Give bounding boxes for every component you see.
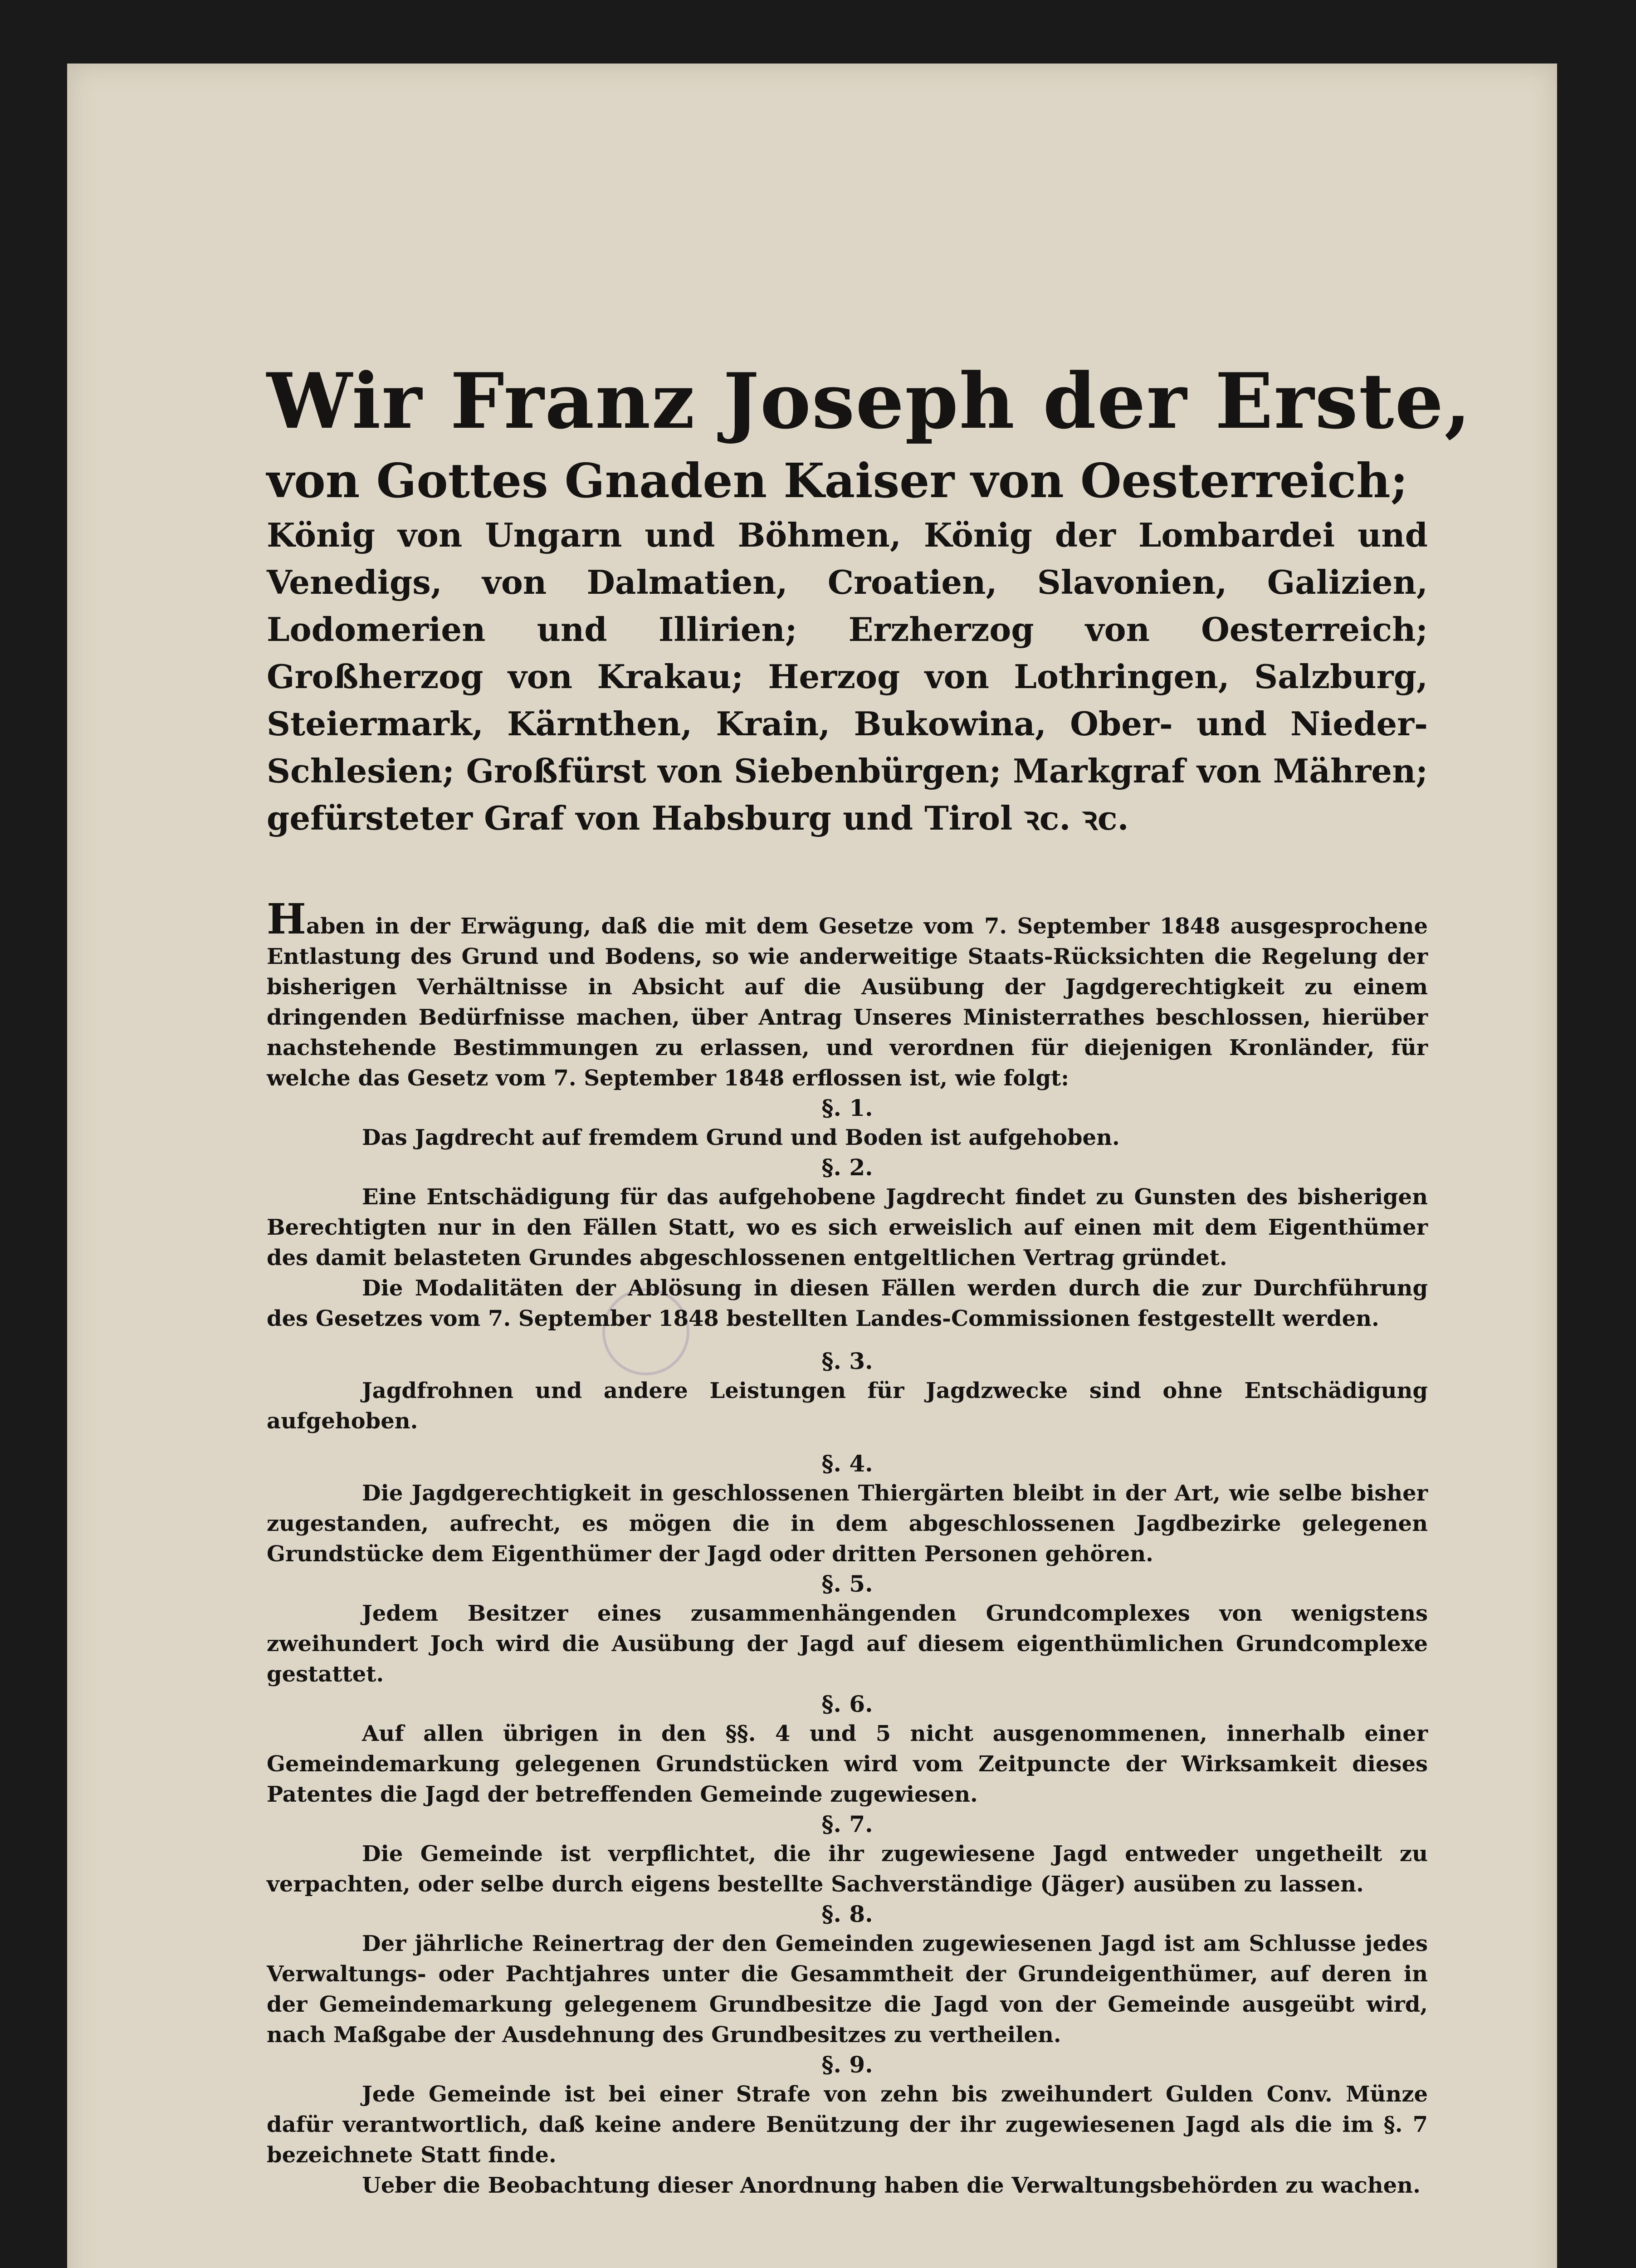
document-body	[267, 272, 1472, 2201]
section-heading: §. 6.	[821, 1691, 873, 1717]
document-page	[67, 64, 1557, 2268]
section-paragraph: Eine Entschädigung für das aufgehobene Jagdrecht findet zu Gunsten des bisherigen Berechtigten nur in den Fällen Statt, wo es sich erweislich auf einen mit dem Eigenthümer des damit belasteten Grundes abgeschlossenen entgeltlichen Vertrag gründet.	[267, 1184, 1428, 1271]
section-paragraph: Jede Gemeinde ist bei einer Strafe von zehn bis zweihundert Gulden Conv. Münze dafür verantwortlich, daß keine andere Benützung der ihr zugewiesenen Jagd als die im §. 7 bezeichnete Statt finde.	[267, 2082, 1428, 2168]
preamble-text: aben in der Erwägung, daß die mit dem Gesetze vom 7. September 1848 ausgesprochene Entlastung des Grund und Bodens, so wie anderweitige Staats-Rücksichten die Regelung der bisherigen Verhältnisse in Absicht auf die Ausübung der Jagdgerechtigkeit zu einem dringenden Bedürfnisse machen, über Antrag Unseres Ministerrathes beschlossen, hierüber nachstehende Bestimmungen zu erlassen, und verordnen für diejenigen Kronländer, für welche das Gesetz vom 7. September 1848 erflossen ist, wie folgt:	[267, 914, 1428, 1091]
section-5	[267, 1569, 1428, 1690]
section-paragraph: Die Jagdgerechtigkeit in geschlossenen Thiergärten bleibt in der Art, wie selbe bisher zugestanden, aufrecht, es mögen die in dem abgeschlossenen Jagdbezirke gelegenen Grundstücke dem Eigenthümer der Jagd oder dritten Personen gehören.	[267, 1481, 1428, 1567]
section-4	[267, 1449, 1428, 1569]
section-heading: §. 9.	[821, 2051, 873, 2078]
section-heading: §. 8.	[821, 1901, 873, 1927]
section-paragraph: Jagdfrohnen und andere Leistungen für Jagdzwecke sind ohne Entschädigung aufgehoben.	[267, 1378, 1428, 1434]
section-heading: §. 3.	[821, 1348, 873, 1374]
section-2	[267, 1153, 1428, 1334]
section-heading: §. 1.	[821, 1095, 873, 1121]
royal-titles: König von Ungarn und Böhmen, König der Lombardei und Venedigs, von Dalmatien, Croatien, Slavonien, Galizien, Lodomerien und Illirien; Erzherzog von Oesterreich; Großherzog von Krakau; Herzog von Lothringen, Salzburg, Steiermark, Kärnthen, Krain, Bukowina, Ober- und Nieder-Schlesien; Großfürst von Siebenbürgen; Markgraf von Mähren; gefürsteter Graf von Habsburg und Tirol ꝛc. ꝛc.	[267, 516, 1428, 837]
section-7	[267, 1810, 1428, 1900]
section-1	[267, 1094, 1428, 1153]
section-paragraph: Die Gemeinde ist verpflichtet, die ihr zugewiesene Jagd entweder ungetheilt zu verpachten, oder selbe durch eigens bestellte Sachverständige (Jäger) ausüben zu lassen.	[267, 1841, 1428, 1897]
preamble-initial: H	[267, 894, 306, 943]
section-paragraph: Ueber die Beobachtung dieser Anordnung haben die Verwaltungsbehörden zu wachen.	[362, 2173, 1421, 2198]
section-heading: §. 2.	[821, 1154, 873, 1181]
section-heading: §. 4.	[821, 1450, 873, 1477]
section-paragraph: Die Modalitäten der Ablösung in diesen Fällen werden durch die zur Durchführung des Gesetzes vom 7. September 1848 bestellten Landes-Commissionen festgestellt werden.	[267, 1276, 1428, 1331]
section-paragraph: Das Jagdrecht auf fremdem Grund und Boden ist aufgehoben.	[362, 1125, 1120, 1150]
section-9	[267, 2050, 1428, 2201]
section-8	[267, 1900, 1428, 2050]
decree-subtitle: von Gottes Gnaden Kaiser von Oesterreich;	[267, 453, 1408, 508]
section-paragraph: Auf allen übrigen in den §§. 4 und 5 nicht ausgenommenen, innerhalb einer Gemeindemarkung gelegenen Grundstücken wird vom Zeitpuncte der Wirksamkeit dieses Patentes die Jagd der betreffenden Gemeinde zugewiesen.	[267, 1721, 1428, 1807]
section-heading: §. 7.	[821, 1811, 873, 1838]
decree-title: Wir Franz Joseph der Erste,	[267, 356, 1472, 446]
section-6	[267, 1690, 1428, 1810]
section-heading: §. 5.	[821, 1570, 873, 1597]
section-3	[267, 1347, 1428, 1437]
preamble	[267, 894, 1428, 1094]
section-paragraph: Jedem Besitzer eines zusammenhängenden Grundcomplexes von wenigstens zweihundert Joch wird die Ausübung der Jagd auf diesem eigenthümlichen Grundcomplexe gestattet.	[267, 1601, 1428, 1687]
section-paragraph: Der jährliche Reinertrag der den Gemeinden zugewiesenen Jagd ist am Schlusse jedes Verwaltungs- oder Pachtjahres unter die Gesammtheit der Grundeigenthümer, auf deren in der Gemeindemarkung gelegenem Grundbesitze die Jagd von der Gemeinde ausgeübt wird, nach Maßgabe der Ausdehnung des Grundbesitzes zu vertheilen.	[267, 1931, 1428, 2048]
